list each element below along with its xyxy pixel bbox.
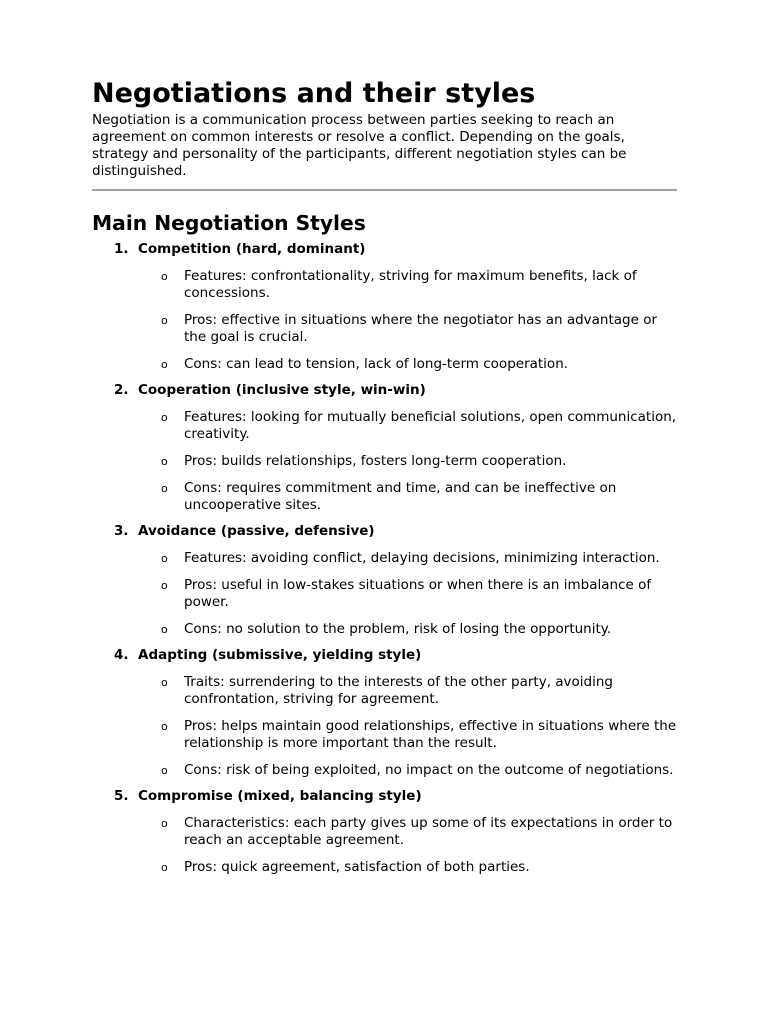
list-item [92, 859, 677, 876]
style-number-cell [92, 241, 138, 258]
section-title: Main Negotiation Styles [92, 211, 366, 235]
style-name: Competition (hard, dominant) [138, 241, 366, 257]
point-text: Cons: risk of being exploited, no impact on the outcome of negotiations. [184, 762, 674, 778]
bullet-icon: o [161, 455, 168, 468]
style-number: 5. [114, 788, 129, 804]
bullet-icon: o [161, 358, 168, 371]
list-item [92, 718, 677, 752]
point-text: Pros: builds relationships, fosters long-term cooperation. [184, 453, 567, 469]
list-item [92, 268, 677, 302]
bullet-icon: o [161, 411, 168, 424]
style-name: Adapting (submissive, yielding style) [138, 647, 422, 663]
style-heading [92, 523, 677, 540]
list-item [92, 312, 677, 346]
bullet-icon: o [161, 314, 168, 327]
point-text: Traits: surrendering to the interests of the other party, avoiding confrontation, striving for agreement. [184, 674, 614, 707]
list-item [92, 480, 677, 514]
point-text: Cons: no solution to the problem, risk of losing the opportunity. [184, 621, 612, 637]
bullet-icon: o [161, 482, 168, 495]
point-text: Pros: helps maintain good relationships, effective in situations where the relationship is more important than the result. [184, 718, 677, 751]
style-item [92, 241, 677, 373]
list-item [92, 815, 677, 849]
bullet-icon: o [161, 676, 168, 689]
list-item [92, 621, 677, 638]
bullet-icon: o [161, 817, 168, 830]
point-text: Cons: can lead to tension, lack of long-term cooperation. [184, 356, 569, 372]
point-text: Pros: useful in low-stakes situations or when there is an imbalance of power. [184, 577, 652, 610]
list-item [92, 762, 677, 779]
style-number: 1. [114, 241, 129, 257]
document-page [92, 78, 677, 885]
bullet-icon: o [161, 764, 168, 777]
list-item [92, 409, 677, 443]
style-number: 2. [114, 382, 129, 398]
point-text: Features: avoiding conflict, delaying decisions, minimizing interaction. [184, 550, 660, 566]
style-heading [92, 647, 677, 664]
point-text: Cons: requires commitment and time, and can be ineffective on uncooperative sites. [184, 480, 617, 513]
intro-paragraph: Negotiation is a communication process between parties seeking to reach an agreement on common interests or resolve a conflict. Depending on the goals, strategy and personality of the participants, different negotiation styles can be distinguished. [92, 112, 627, 179]
style-name: Cooperation (inclusive style, win-win) [138, 382, 426, 398]
style-number-cell [92, 523, 138, 540]
style-item [92, 382, 677, 514]
bullet-icon: o [161, 720, 168, 733]
style-number-cell [92, 382, 138, 399]
style-item [92, 523, 677, 638]
style-points-list [92, 268, 677, 373]
bullet-icon: o [161, 623, 168, 636]
horizontal-divider [92, 189, 677, 191]
point-text: Pros: quick agreement, satisfaction of both parties. [184, 859, 530, 875]
point-text: Features: confrontationality, striving for maximum benefits, lack of concessions. [184, 268, 637, 301]
style-heading [92, 382, 677, 399]
style-item [92, 788, 677, 876]
style-name: Compromise (mixed, balancing style) [138, 788, 422, 804]
bullet-icon: o [161, 579, 168, 592]
list-item [92, 550, 677, 567]
style-heading [92, 788, 677, 805]
style-points-list [92, 815, 677, 876]
style-item [92, 647, 677, 779]
list-item [92, 674, 677, 708]
point-text: Features: looking for mutually beneficial solutions, open communication, creativity. [184, 409, 677, 442]
list-item [92, 356, 677, 373]
point-text: Pros: effective in situations where the negotiator has an advantage or the goal is crucial. [184, 312, 658, 345]
style-heading [92, 241, 677, 258]
style-number: 3. [114, 523, 129, 539]
negotiation-styles-list [92, 241, 677, 876]
style-number-cell [92, 788, 138, 805]
bullet-icon: o [161, 270, 168, 283]
style-points-list [92, 409, 677, 514]
list-item [92, 453, 677, 470]
bullet-icon: o [161, 552, 168, 565]
document-title: Negotiations and their styles [92, 78, 536, 109]
style-number: 4. [114, 647, 129, 663]
bullet-icon: o [161, 861, 168, 874]
style-name: Avoidance (passive, defensive) [138, 523, 375, 539]
list-item [92, 577, 677, 611]
point-text: Characteristics: each party gives up some of its expectations in order to reach an acceptable agreement. [184, 815, 673, 848]
style-points-list [92, 550, 677, 638]
style-points-list [92, 674, 677, 779]
style-number-cell [92, 647, 138, 664]
